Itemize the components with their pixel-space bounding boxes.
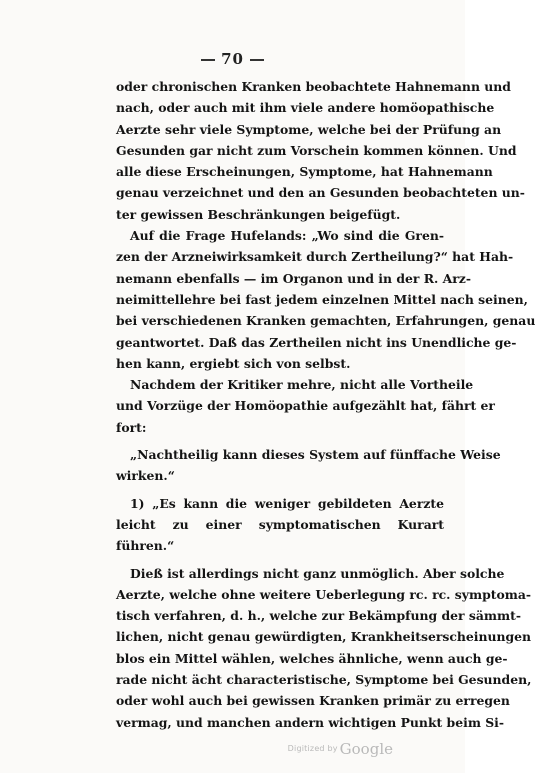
- text-line: 1) „Es kann die weniger gebildeten Aerzte: [130, 495, 444, 511]
- text-line: Auf die Frage Hufelands: „Wo sind die Gren-: [130, 228, 444, 244]
- google-logo: Google: [339, 739, 393, 758]
- text-line: hen kann, ergiebt sich von selbst.: [116, 355, 351, 371]
- text-line: vermag, und manchen andern wichtigen Punkt beim Si-: [116, 714, 505, 730]
- text-line: oder wohl auch bei gewissen Kranken primär zu erregen: [116, 693, 510, 709]
- body-text: [116, 76, 535, 733]
- text-line: Gesunden gar nicht zum Vorschein kommen können. Und: [116, 142, 517, 158]
- text-line: zen der Arzneiwirksamkeit durch Zertheilung?“ hat Hah-: [116, 249, 514, 265]
- text-line: nemann ebenfalls — im Organon und in der R. Arz-: [116, 270, 471, 286]
- text-line: rade nicht ächt characteristische, Symptome bei Gesunden,: [116, 672, 532, 688]
- text-line: leicht zu einer symptomatischen Kurart: [116, 516, 444, 532]
- watermark-prefix: Digitized by: [287, 744, 338, 753]
- text-line: genau verzeichnet und den an Gesunden beobachteten un-: [116, 185, 525, 201]
- text-line: „Nachtheilig kann dieses System auf fünffache Weise: [130, 447, 501, 463]
- page-number: [0, 50, 465, 68]
- page-number-dash-left: [201, 59, 215, 61]
- text-line: geantwortet. Daß das Zertheilen nicht ins Unendliche ge-: [116, 334, 517, 350]
- text-line: blos ein Mittel wählen, welches ähnliche, wenn auch ge-: [116, 650, 508, 666]
- text-line: fort:: [116, 419, 147, 435]
- text-line: Aerzte sehr viele Symptome, welche bei der Prüfung an: [116, 121, 502, 137]
- text-line: Dieß ist allerdings nicht ganz unmöglich. Aber solche: [130, 565, 505, 581]
- text-line: neimittellehre bei fast jedem einzelnen Mittel nach seinen,: [116, 291, 528, 307]
- text-line: führen.“: [116, 538, 175, 554]
- text-line: Nachdem der Kritiker mehre, nicht alle Vortheile: [130, 377, 474, 393]
- page-number-dash-right: [250, 59, 264, 61]
- page-number-value: 70: [221, 50, 244, 68]
- google-watermark: [288, 738, 393, 758]
- text-line: oder chronischen Kranken beobachtete Hahnemann und: [116, 79, 511, 94]
- text-line: tisch verfahren, d. h., welche zur Bekämpfung der sämmt-: [116, 608, 521, 624]
- text-line: und Vorzüge der Homöopathie aufgezählt hat, fährt er: [116, 398, 495, 414]
- text-line: nach, oder auch mit ihm viele andere homöopathische: [116, 100, 495, 116]
- text-line: alle diese Erscheinungen, Symptome, hat Hahnemann: [116, 164, 493, 180]
- text-line: lichen, nicht genau gewürdigten, Krankheitserscheinungen: [116, 629, 532, 645]
- text-line: Aerzte, welche ohne weitere Ueberlegung rc. rc. symptoma-: [116, 586, 532, 602]
- text-line: wirken.“: [116, 468, 175, 484]
- text-line: bei verschiedenen Kranken gemachten, Erfahrungen, genau: [116, 313, 535, 329]
- text-line: ter gewissen Beschränkungen beigefügt.: [116, 206, 401, 222]
